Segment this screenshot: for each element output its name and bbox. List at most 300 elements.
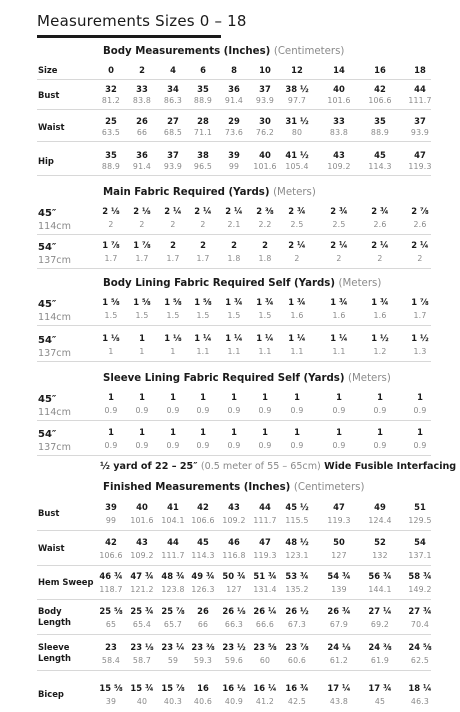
inch-value: 23	[105, 642, 117, 652]
cm-value: 99	[105, 516, 117, 525]
row-divider	[37, 361, 431, 362]
cm-value: 91.4	[132, 162, 152, 171]
yard-value: 1 ¼	[225, 333, 243, 343]
fabric-width-cm: 114cm	[38, 221, 71, 232]
row-divider	[37, 141, 431, 142]
row-divider	[37, 325, 431, 326]
inch-value: 51 ¾	[253, 571, 277, 581]
cm-value: 45	[374, 697, 386, 706]
inch-value: 50 ¾	[222, 571, 246, 581]
meter-value: 1.5	[104, 311, 118, 320]
meter-value: 1.7	[104, 254, 118, 263]
inch-value: 45 ½	[285, 502, 309, 512]
yard-value: 2 ¾	[371, 206, 389, 216]
meter-value: 1.5	[166, 311, 180, 320]
cm-value: 127	[226, 585, 242, 594]
cm-value: 111.7	[408, 96, 432, 105]
yard-value: 2 ¾	[288, 206, 306, 216]
yard-value: 1	[139, 392, 145, 402]
yard-value: 1 ⅞	[133, 240, 151, 250]
size-value: 6	[200, 65, 206, 75]
inch-value: 25 ¾	[130, 606, 154, 616]
meter-value: 1.7	[196, 254, 210, 263]
meter-value: 0.9	[166, 441, 180, 450]
meter-value: 2.6	[373, 220, 387, 229]
inch-value: 54	[414, 537, 426, 547]
cm-value: 66	[197, 620, 209, 629]
yard-value: 1	[377, 392, 383, 402]
meter-value: 1	[139, 347, 145, 356]
inch-value: 44	[167, 537, 179, 547]
row-divider	[37, 670, 431, 671]
row-divider	[37, 565, 431, 566]
cm-value: 66.6	[255, 620, 275, 629]
yard-value: 2 ¼	[194, 206, 212, 216]
fabric-width: 45″	[38, 394, 57, 405]
meter-value: 2	[336, 254, 342, 263]
finished-label: Bicep	[38, 689, 64, 699]
inch-value: 49 ¾	[191, 571, 215, 581]
row-divider	[37, 599, 431, 600]
cm-value: 124.4	[368, 516, 392, 525]
cm-value: 109.2	[222, 516, 246, 525]
cm-value: 42.5	[287, 697, 307, 706]
cm-value: 71.1	[193, 128, 213, 137]
cm-value: 65	[105, 620, 117, 629]
inch-value: 42	[197, 502, 209, 512]
yard-value: 1 ½	[371, 333, 389, 343]
yard-value: 1 ⅝	[194, 297, 212, 307]
size-value: 8	[231, 65, 237, 75]
inch-value: 30	[259, 116, 271, 126]
inch-value: 23 ½	[222, 642, 246, 652]
meter-value: 2.6	[413, 220, 427, 229]
size-value: 12	[291, 65, 303, 75]
cm-value: 126.3	[191, 585, 215, 594]
inch-value: 46	[228, 537, 240, 547]
page-title: Measurements Sizes 0 – 18	[37, 12, 247, 30]
meter-value: 0.9	[332, 441, 346, 450]
cm-value: 86.3	[163, 96, 183, 105]
inch-value: 29	[228, 116, 240, 126]
yard-value: 1	[336, 427, 342, 437]
yard-value: 2	[231, 240, 237, 250]
cm-value: 106.6	[99, 551, 123, 560]
meter-value: 2	[139, 220, 145, 229]
cm-value: 40	[136, 697, 148, 706]
inch-value: 35	[197, 84, 209, 94]
meter-value: 0.9	[104, 406, 118, 415]
meter-value: 1.5	[135, 311, 149, 320]
inch-value: 25 ⅝	[99, 606, 123, 616]
inch-value: 36	[136, 150, 148, 160]
inch-value: 15 ⅝	[99, 683, 123, 693]
interfacing-unit: (0.5 meter of 55 – 65cm)	[200, 461, 321, 472]
fabric-width-cm: 114cm	[38, 312, 71, 323]
meter-value: 0.9	[227, 406, 241, 415]
cm-value: 111.7	[253, 516, 277, 525]
meter-value: 1.8	[227, 254, 241, 263]
inch-value: 27 ¼	[368, 606, 392, 616]
meter-value: 2	[294, 254, 300, 263]
inch-value: 23 ⅜	[191, 642, 215, 652]
meter-value: 2	[108, 220, 114, 229]
cm-value: 73.6	[224, 128, 244, 137]
size-value: 16	[374, 65, 386, 75]
cm-value: 109.2	[327, 162, 351, 171]
meter-value: 1.1	[332, 347, 346, 356]
inch-value: 39	[105, 502, 117, 512]
inch-value: 43	[228, 502, 240, 512]
main-fabric-title: Main Fabric Required (Yards)	[103, 187, 270, 198]
cm-value: 119.3	[253, 551, 277, 560]
cm-value: 83.8	[329, 128, 349, 137]
yard-value: 1	[139, 427, 145, 437]
yard-value: 1	[200, 427, 206, 437]
cm-value: 83.8	[132, 96, 152, 105]
inch-value: 17 ¼	[327, 683, 351, 693]
yard-value: 1	[417, 392, 423, 402]
cm-value: 41.2	[255, 697, 275, 706]
cm-value: 119.3	[408, 162, 432, 171]
cm-value: 58.7	[132, 656, 152, 665]
inch-value: 42	[105, 537, 117, 547]
cm-value: 88.9	[101, 162, 121, 171]
meter-value: 1	[170, 347, 176, 356]
fabric-width-cm: 114cm	[38, 407, 71, 418]
inch-value: 36	[228, 84, 240, 94]
cm-value: 121.2	[130, 585, 154, 594]
meter-value: 0.9	[258, 406, 272, 415]
meter-value: 0.9	[332, 406, 346, 415]
fabric-width: 54″	[38, 429, 57, 440]
meter-value: 1	[108, 347, 114, 356]
interfacing-tail: Wide Fusible Interfacing	[324, 461, 457, 472]
fabric-width-cm: 137cm	[38, 442, 71, 453]
inch-value: 38	[197, 150, 209, 160]
yard-value: 1 ½	[411, 333, 429, 343]
cm-value: 68.5	[163, 128, 183, 137]
inch-value: 25 ⅞	[161, 606, 185, 616]
cm-value: 62.5	[410, 656, 430, 665]
meter-value: 1.3	[413, 347, 427, 356]
cm-value: 104.1	[161, 516, 185, 525]
yard-value: 1 ⅞	[411, 297, 429, 307]
fabric-width: 54″	[38, 242, 57, 253]
meter-value: 0.9	[196, 406, 210, 415]
main-fabric-heading	[103, 187, 316, 198]
meter-value: 1.1	[227, 347, 241, 356]
inch-value: 51	[414, 502, 426, 512]
cm-value: 137.1	[408, 551, 432, 560]
inch-value: 52	[374, 537, 386, 547]
meter-value: 0.9	[373, 406, 387, 415]
inch-value: 24 ⅝	[408, 642, 432, 652]
meter-value: 0.9	[104, 441, 118, 450]
yard-value: 1 ¾	[256, 297, 274, 307]
inch-value: 56 ¾	[368, 571, 392, 581]
yard-value: 1	[294, 392, 300, 402]
cm-value: 67.3	[287, 620, 307, 629]
body-measurements-title: Body Measurements (Inches)	[103, 46, 271, 57]
cm-value: 66.3	[224, 620, 244, 629]
size-label: Size	[38, 65, 58, 75]
meter-value: 0.9	[196, 441, 210, 450]
cm-value: 88.9	[193, 96, 213, 105]
yard-value: 1	[170, 392, 176, 402]
inch-value: 33	[333, 116, 345, 126]
meter-value: 2.5	[290, 220, 304, 229]
cm-value: 60.6	[287, 656, 307, 665]
inch-value: 26	[136, 116, 148, 126]
inch-value: 49	[374, 502, 386, 512]
inch-value: 40	[136, 502, 148, 512]
size-value: 2	[139, 65, 145, 75]
meter-value: 1.5	[227, 311, 241, 320]
meter-value: 2.5	[332, 220, 346, 229]
cm-value: 81.2	[101, 96, 121, 105]
yard-value: 1	[262, 427, 268, 437]
yard-value: 1 ⅝	[164, 297, 182, 307]
size-value: 18	[414, 65, 426, 75]
cm-value: 59.6	[224, 656, 244, 665]
fabric-width: 45″	[38, 299, 57, 310]
cm-value: 105.4	[285, 162, 309, 171]
inch-value: 26 ¾	[327, 606, 351, 616]
cm-value: 123.8	[161, 585, 185, 594]
fabric-width-cm: 137cm	[38, 255, 71, 266]
inch-value: 16 ⅛	[222, 683, 246, 693]
cm-value: 58.4	[101, 656, 121, 665]
finished-measurements-unit: (Centimeters)	[293, 482, 365, 493]
meter-value: 1.7	[135, 254, 149, 263]
inch-value: 35	[374, 116, 386, 126]
cm-value: 116.8	[222, 551, 246, 560]
inch-value: 34	[167, 84, 179, 94]
cm-value: 139	[331, 585, 347, 594]
finished-label: Waist	[38, 543, 65, 553]
cm-value: 93.9	[255, 96, 275, 105]
cm-value: 60	[259, 656, 271, 665]
size-value: 0	[108, 65, 114, 75]
cm-value: 67.9	[329, 620, 349, 629]
inch-value: 44	[259, 502, 271, 512]
row-divider	[37, 420, 431, 421]
size-value: 4	[170, 65, 176, 75]
inch-value: 27	[167, 116, 179, 126]
yard-value: 2 ⅞	[411, 206, 429, 216]
cm-value: 131.4	[253, 585, 277, 594]
cm-value: 144.1	[368, 585, 392, 594]
meter-value: 1.5	[196, 311, 210, 320]
cm-value: 70.4	[410, 620, 430, 629]
meter-value: 0.9	[290, 406, 304, 415]
inch-value: 47	[333, 502, 345, 512]
cm-value: 106.6	[368, 96, 392, 105]
cm-value: 111.7	[161, 551, 185, 560]
row-divider	[37, 268, 431, 269]
meter-value: 2	[170, 220, 176, 229]
yard-value: 2	[200, 240, 206, 250]
inch-value: 23 ¼	[161, 642, 185, 652]
inch-value: 17 ¾	[368, 683, 392, 693]
inch-value: 47 ¾	[130, 571, 154, 581]
sleeve-lining-unit: (Meters)	[348, 373, 391, 384]
cm-value: 115.5	[285, 516, 309, 525]
cm-value: 80	[291, 128, 303, 137]
yard-value: 1 ⅞	[102, 240, 120, 250]
cm-value: 40.3	[163, 697, 183, 706]
yard-value: 1 ⅝	[133, 297, 151, 307]
inch-value: 44	[414, 84, 426, 94]
yard-value: 1 ¼	[194, 333, 212, 343]
inch-value: 38 ½	[285, 84, 309, 94]
inch-value: 23 ⅛	[130, 642, 154, 652]
cm-value: 65.7	[163, 620, 183, 629]
meter-value: 1.6	[373, 311, 387, 320]
inch-value: 32	[105, 84, 117, 94]
interfacing-note	[100, 461, 456, 472]
cm-value: 119.3	[327, 516, 351, 525]
inch-value: 16 ¼	[253, 683, 277, 693]
inch-value: 41 ½	[285, 150, 309, 160]
inch-value: 23 ⅞	[285, 642, 309, 652]
cm-value: 88.9	[370, 128, 390, 137]
inch-value: 40	[333, 84, 345, 94]
yard-value: 1 ¾	[371, 297, 389, 307]
yard-value: 1	[231, 427, 237, 437]
inch-value: 23 ⅝	[253, 642, 277, 652]
sleeve-lining-title: Sleeve Lining Fabric Required Self (Yards)	[103, 373, 345, 384]
yard-value: 2 ¾	[330, 206, 348, 216]
sleeve-lining-heading	[103, 373, 391, 384]
meter-value: 0.9	[135, 441, 149, 450]
meter-value: 0.9	[258, 441, 272, 450]
inch-value: 58 ¾	[408, 571, 432, 581]
cm-value: 93.9	[163, 162, 183, 171]
cm-value: 93.9	[410, 128, 430, 137]
meter-value: 1.6	[290, 311, 304, 320]
inch-value: 43	[136, 537, 148, 547]
cm-value: 106.6	[191, 516, 215, 525]
inch-value: 26 ½	[285, 606, 309, 616]
yard-value: 1 ¼	[256, 333, 274, 343]
yard-value: 2 ¼	[164, 206, 182, 216]
meter-value: 1.7	[413, 311, 427, 320]
cm-value: 43.8	[329, 697, 349, 706]
body-measurements-unit: (Centimeters)	[273, 46, 345, 57]
cm-value: 61.9	[370, 656, 390, 665]
cm-value: 97.7	[287, 96, 307, 105]
yard-value: 1	[139, 333, 145, 343]
inch-value: 26 ¼	[253, 606, 277, 616]
inch-value: 50	[333, 537, 345, 547]
cm-value: 63.5	[101, 128, 121, 137]
yard-value: 1	[170, 427, 176, 437]
row-divider	[37, 634, 431, 635]
meter-value: 2	[377, 254, 383, 263]
yard-value: 2 ¼	[225, 206, 243, 216]
inch-value: 24 ⅜	[368, 642, 392, 652]
row-divider	[37, 234, 431, 235]
body-measurements-heading	[103, 46, 344, 57]
cm-value: 101.6	[327, 96, 351, 105]
yard-value: 2	[262, 240, 268, 250]
meter-value: 0.9	[166, 406, 180, 415]
cm-value: 149.2	[408, 585, 432, 594]
cm-value: 66	[136, 128, 148, 137]
yard-value: 2	[170, 240, 176, 250]
yard-value: 1 ¾	[225, 297, 243, 307]
cm-value: 114.3	[368, 162, 392, 171]
cm-value: 118.7	[99, 585, 123, 594]
title-underline	[37, 35, 221, 38]
row-divider	[37, 79, 431, 80]
yard-value: 1	[417, 427, 423, 437]
cm-value: 101.6	[253, 162, 277, 171]
inch-value: 47	[259, 537, 271, 547]
row-divider	[37, 175, 431, 176]
yard-value: 1	[377, 427, 383, 437]
yard-value: 1 ⅛	[102, 333, 120, 343]
cm-value: 132	[372, 551, 388, 560]
cm-value: 40.6	[193, 697, 213, 706]
yard-value: 1 ¾	[330, 297, 348, 307]
inch-value: 25	[105, 116, 117, 126]
inch-value: 28	[197, 116, 209, 126]
body-lining-unit: (Meters)	[338, 278, 382, 289]
yard-value: 1 ¾	[288, 297, 306, 307]
inch-value: 24 ⅛	[327, 642, 351, 652]
cm-value: 61.2	[329, 656, 349, 665]
inch-value: 54 ¾	[327, 571, 351, 581]
meter-value: 2	[200, 220, 206, 229]
inch-value: 48 ¾	[161, 571, 185, 581]
meter-value: 2.1	[227, 220, 241, 229]
yard-value: 1	[108, 392, 114, 402]
inch-value: 15 ¾	[130, 683, 154, 693]
yard-value: 1	[108, 427, 114, 437]
meter-value: 0.9	[413, 406, 427, 415]
fabric-width-cm: 137cm	[38, 348, 71, 359]
meter-value: 0.9	[373, 441, 387, 450]
yard-value: 2 ¼	[288, 240, 306, 250]
cm-value: 46.3	[410, 697, 430, 706]
cm-value: 39	[105, 697, 117, 706]
meter-value: 1.1	[258, 347, 272, 356]
meter-value: 1.2	[373, 347, 387, 356]
finished-label: Body Length	[38, 606, 71, 627]
yard-value: 1	[231, 392, 237, 402]
meter-value: 1.1	[290, 347, 304, 356]
inch-value: 16	[197, 683, 209, 693]
yard-value: 1 ¼	[288, 333, 306, 343]
cm-value: 129.5	[408, 516, 432, 525]
meter-value: 1.5	[258, 311, 272, 320]
inch-value: 48 ½	[285, 537, 309, 547]
meter-value: 0.9	[135, 406, 149, 415]
yard-value: 1	[262, 392, 268, 402]
yard-value: 1 ⅛	[164, 333, 182, 343]
yard-value: 1 ¼	[330, 333, 348, 343]
inch-value: 37	[167, 150, 179, 160]
finished-label: Sleeve Length	[38, 642, 71, 663]
cm-value: 65.4	[132, 620, 152, 629]
yard-value: 2 ⅛	[133, 206, 151, 216]
finished-measurements-title: Finished Measurements (Inches)	[103, 482, 291, 493]
cm-value: 59	[167, 656, 179, 665]
inch-value: 37	[259, 84, 271, 94]
